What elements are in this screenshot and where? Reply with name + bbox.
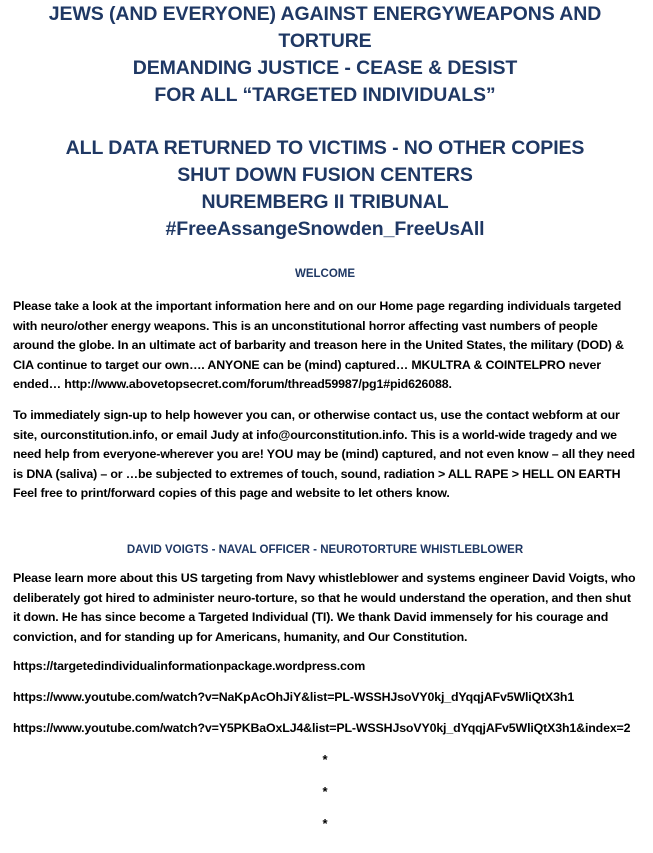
voigts-paragraph: Please learn more about this US targeting from Navy whistleblower and systems engineer David Voigts, who deliberately got hired to administer neuro-torture, so that he would understand the operation, and then shut it down. He has since become a Targeted Individual (TI). We thank David immensely for his courage and conviction, and for standing up for Americans, humanity, and Our Constitution. bbox=[13, 570, 636, 644]
link-wordpress[interactable]: https://targetedindividualinformationpackage.wordpress.com bbox=[13, 659, 366, 674]
headline-line-7: #FreeAssangeSnowden_FreeUsAll bbox=[165, 218, 485, 240]
headline-line-6: NUREMBERG II TRIBUNAL bbox=[201, 191, 449, 213]
headline-block-top bbox=[13, 0, 637, 109]
welcome-paragraph-2: To immediately sign-up to help however you can, or otherwise contact us, use the contact webform at our site, ourconstitution.info, or email Judy at info@ourconstitution.info. This is a world-wide tragedy and we need help from everyone-wherever you are! YOU may be (mind) captured, and not even know – all they need is DNA (saliva) – or …be subjected to extremes of touch, sound, radiation > ALL RAPE > HELL ON EARTH Feel free to print/forward copies of this page and website to let others know. bbox=[13, 407, 635, 501]
separator-star-1: * bbox=[322, 752, 328, 768]
link-youtube-2[interactable]: https://www.youtube.com/watch?v=Y5PKBaOxLJ4&list=PL-WSSHJsoVY0kj_dYqqjAFv5WliQtX3h1&index=2 bbox=[13, 720, 631, 735]
headline-line-4: ALL DATA RETURNED TO VICTIMS - NO OTHER COPIES bbox=[65, 137, 585, 159]
headline-block-bottom bbox=[13, 135, 637, 243]
welcome-paragraph-1: Please take a look at the important information here and on our Home page regarding individuals targeted with neuro/other energy weapons. This is an unconstitutional horror affecting vast numbers of people around the globe. In an ultimate act of barbarity and treason here in the United States, the military (DOD) & CIA continue to target our own…. ANYONE can be (mind) captured… MKULTRA & COINTELPRO never ended… http://www.abovetopsecret.com/forum/thread59987/pg1#pid626088. bbox=[13, 299, 624, 392]
separator-stars bbox=[13, 744, 637, 840]
voigts-heading: DAVID VOIGTS - NAVAL OFFICER - NEUROTORTURE WHISTLEBLOWER bbox=[126, 543, 524, 556]
headline-line-1: JEWS (AND EVERYONE) AGAINST ENERGYWEAPONS AND TORTURE bbox=[48, 3, 602, 52]
separator-star-3: * bbox=[322, 816, 328, 832]
headline-line-3: FOR ALL “TARGETED INDIVIDUALS” bbox=[154, 84, 496, 106]
welcome-heading: WELCOME bbox=[294, 268, 356, 280]
separator-star-2: * bbox=[322, 784, 328, 800]
headline-line-5: SHUT DOWN FUSION CENTERS bbox=[177, 164, 473, 186]
headline-line-2: DEMANDING JUSTICE - CEASE & DESIST bbox=[132, 57, 518, 79]
link-youtube-1[interactable]: https://www.youtube.com/watch?v=NaKpAcOhJiY&list=PL-WSSHJsoVY0kj_dYqqjAFv5WliQtX3h1 bbox=[13, 689, 575, 704]
